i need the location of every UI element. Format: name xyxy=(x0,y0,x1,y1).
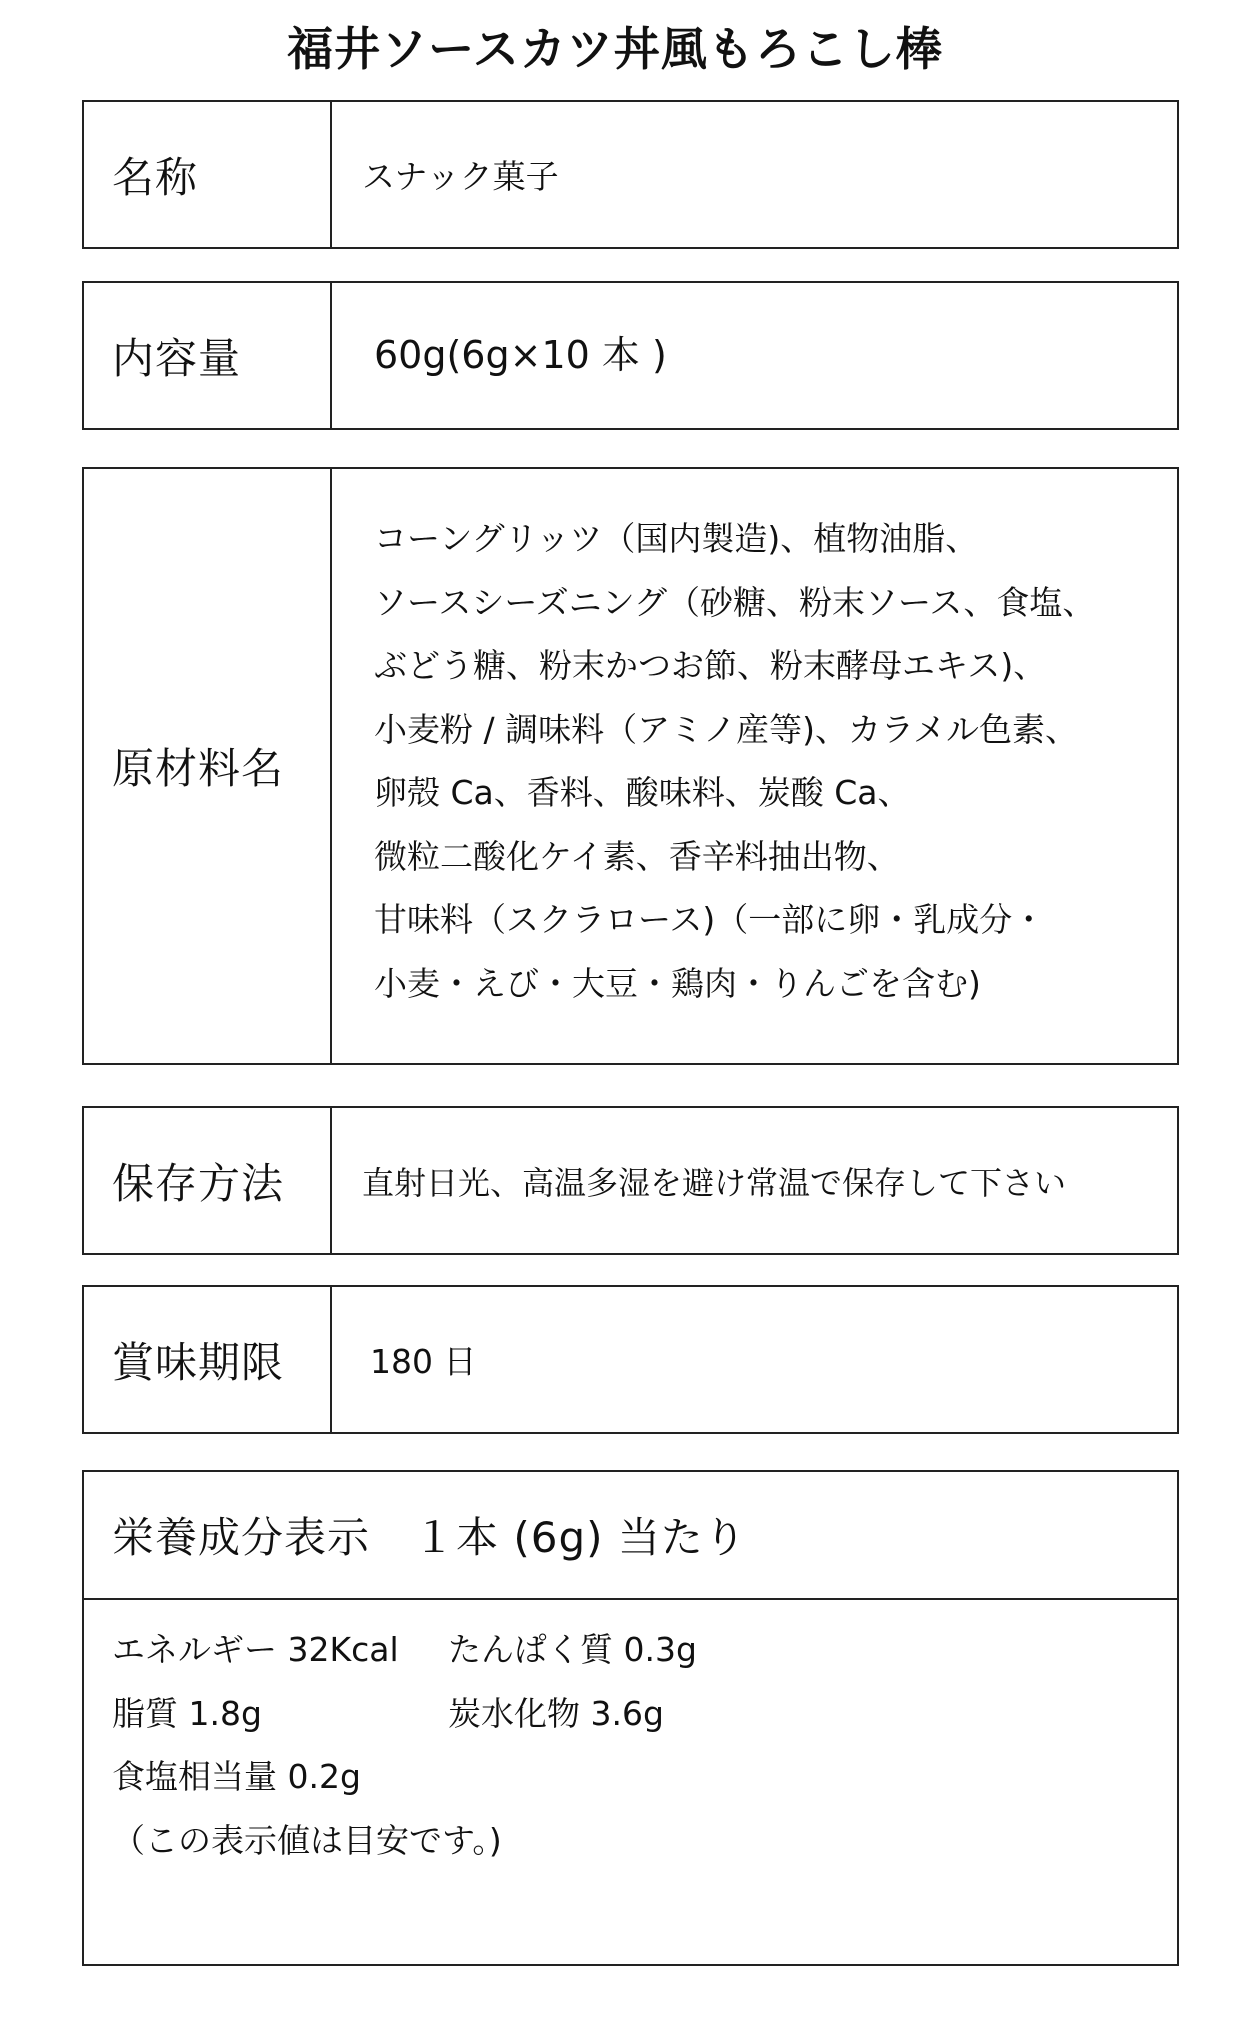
nutrition-header: 栄養成分表示 １本 (6g) 当たり xyxy=(84,1472,1177,1600)
ingredients-label: 原材料名 xyxy=(84,469,332,1063)
ingredient-line: 小麦・えび・大豆・鶏肉・りんごを含む) xyxy=(374,963,981,1003)
quantity-row xyxy=(82,281,1179,430)
storage-value: 直射日光、高温多湿を避け常温で保存して下さい xyxy=(362,1163,1067,1202)
ingredient-line: 甘味料（スクラロース)（一部に卵・乳成分・ xyxy=(374,900,1046,939)
nutrition-line xyxy=(112,1745,1177,1809)
shelf-life-value: 180 日 xyxy=(370,1342,477,1381)
quantity-label: 内容量 xyxy=(84,283,332,428)
name-row xyxy=(82,100,1179,249)
energy-value: エネルギー 32Kcal xyxy=(112,1630,399,1669)
nutrition-table xyxy=(82,1470,1179,1966)
salt-value: 食塩相当量 0.2g xyxy=(112,1757,361,1796)
carbs-value: 炭水化物 3.6g xyxy=(448,1693,664,1733)
nutrition-line xyxy=(112,1809,1177,1873)
storage-label: 保存方法 xyxy=(84,1108,332,1253)
ingredient-line: ぶどう糖、粉末かつお節、粉末酵母エキス)、 xyxy=(374,646,1047,685)
shelf-life-row xyxy=(82,1285,1179,1434)
ingredient-line: コーングリッツ（国内製造)、植物油脂、 xyxy=(374,519,979,558)
ingredient-line: 微粒二酸化ケイ素、香辛料抽出物、 xyxy=(374,836,900,876)
ingredient-line: ソースシーズニング（砂糖、粉末ソース、食塩、 xyxy=(374,582,1096,622)
storage-row xyxy=(82,1106,1179,1255)
name-value: スナック菓子 xyxy=(362,157,559,196)
ingredients-row xyxy=(82,467,1179,1065)
ingredient-line: 小麦粉 / 調味料（アミノ産等)、カラメル色素、 xyxy=(374,709,1078,749)
name-label: 名称 xyxy=(84,102,332,247)
nutrition-body xyxy=(84,1600,1177,1872)
ingredients-list xyxy=(332,469,1177,1063)
fat-value: 脂質 1.8g xyxy=(112,1693,262,1733)
protein-value: たんぱく質 0.3g xyxy=(448,1630,697,1669)
nutrition-line xyxy=(112,1682,1177,1746)
nutrition-line xyxy=(112,1618,1177,1682)
quantity-value: 60g(6g×10 本 ) xyxy=(374,333,667,377)
shelf-life-label: 賞味期限 xyxy=(84,1287,332,1432)
nutrition-note: （この表示値は目安です。) xyxy=(112,1820,502,1860)
ingredient-line: 卵殻 Ca、香料、酸味料、炭酸 Ca、 xyxy=(374,773,911,812)
product-title: 福井ソースカツ丼風もろこし棒 xyxy=(287,22,943,76)
